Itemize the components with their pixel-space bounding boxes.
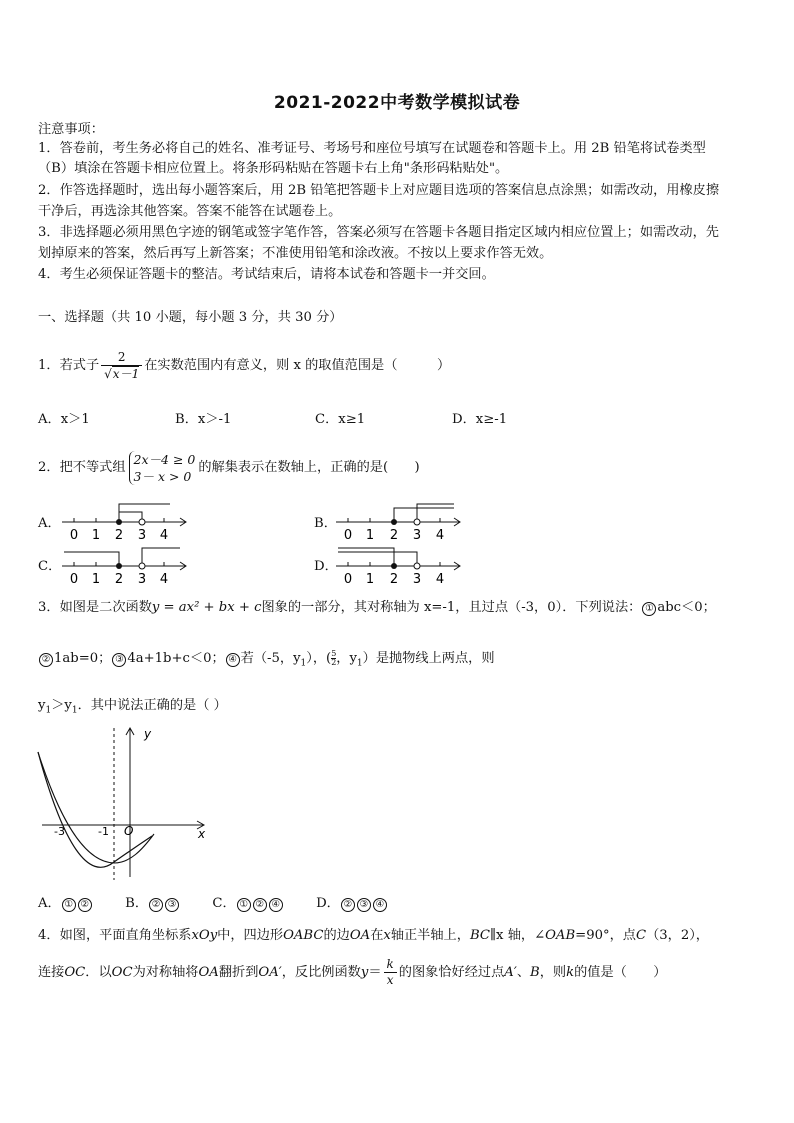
- circled-number: ①: [62, 898, 76, 912]
- inequality-1: 2x－4 ≥ 0: [133, 451, 196, 467]
- q3-text: y: [38, 698, 46, 713]
- q4-var: OC: [64, 965, 86, 980]
- sqrt-sign: √: [104, 366, 112, 381]
- origin-label: O: [124, 824, 134, 838]
- frac-num: k: [386, 957, 394, 971]
- notice-line: 2．作答选择题时，选出每小题答案后，用 2B 铅笔把答题卡上对应题目选项的答案信息点涂黑；如需改动，用橡皮擦: [38, 183, 720, 198]
- tick-label: 4: [159, 528, 169, 542]
- circled-number: ③: [357, 898, 371, 912]
- tick-label: 0: [69, 572, 79, 586]
- q4-text: 4．如图，平面直角坐标系: [38, 928, 192, 943]
- q4-var: A′: [504, 965, 517, 980]
- q3-option-a: A．: [38, 896, 61, 911]
- q4-text: 连接: [38, 965, 65, 980]
- tick-label: 1: [91, 572, 101, 586]
- tick-label: 1: [365, 572, 375, 586]
- tick-label: 0: [343, 528, 353, 542]
- circled-number: ②: [149, 898, 163, 912]
- parabola-graph: [34, 722, 214, 882]
- number-line-c: [60, 544, 190, 586]
- circled-number: ④: [373, 898, 387, 912]
- circled-number: ③: [165, 898, 179, 912]
- q4-text: 、: [516, 965, 531, 980]
- circled-number: ②: [78, 898, 92, 912]
- tick-label: 1: [365, 528, 375, 542]
- number-line-b: [334, 500, 464, 542]
- tick-label: 2: [114, 528, 124, 542]
- q4-var: x: [383, 928, 391, 943]
- tick-minus-3: -3: [54, 825, 65, 838]
- q2-option-c-label: C．: [38, 559, 62, 574]
- y-axis-label: y: [144, 727, 152, 741]
- tick-label: 4: [159, 572, 169, 586]
- question-3-line-1: [38, 598, 716, 618]
- q3-text: ，y: [336, 651, 357, 666]
- q4-text: ．以: [85, 965, 112, 980]
- q3-text: 若（-5，y: [240, 651, 301, 666]
- q4-var: xOy: [191, 928, 218, 943]
- tick-label: 3: [412, 572, 422, 586]
- q1-option-d: D．x≥-1: [452, 412, 508, 427]
- q3-text: ），(: [306, 651, 332, 666]
- q4-var: OAB: [545, 928, 576, 943]
- q4-text: 为对称轴将: [132, 965, 199, 980]
- q4-var: OC: [111, 965, 133, 980]
- q3-text: 图象的一部分，其对称轴为 x=-1，且过点（-3，0）．下列说法：: [261, 600, 642, 615]
- q3-text: 1ab=0；: [54, 651, 112, 666]
- q3-option-c: C．: [212, 896, 236, 911]
- circled-number: ①: [237, 898, 251, 912]
- tick-label: 2: [114, 572, 124, 586]
- circled-number: ③: [112, 653, 126, 667]
- q2-suffix: 的解集表示在数轴上，正确的是( ): [198, 460, 420, 475]
- q4-var: OA: [198, 965, 219, 980]
- q4-var: B: [530, 965, 540, 980]
- circled-number: ④: [226, 653, 240, 667]
- q3-option-b: B．: [125, 896, 149, 911]
- tick-label: 1: [91, 528, 101, 542]
- q4-text: 的边: [323, 928, 350, 943]
- q3-text: ．其中说法正确的是（ ）: [77, 698, 227, 713]
- q1-option-b: B．x＞-1: [175, 412, 232, 427]
- question-4-line-1: [38, 926, 709, 946]
- q2-option-b-label: B．: [314, 516, 337, 531]
- q4-var: k: [566, 965, 575, 980]
- tick-label: 2: [389, 572, 399, 586]
- q1-option-a: A．x＞1: [38, 412, 90, 427]
- subscript: 1: [45, 705, 52, 716]
- q4-text: 的值是（ ）: [574, 965, 667, 980]
- circled-number: ②: [253, 898, 267, 912]
- q4-var: BC: [469, 928, 490, 943]
- frac-den: x: [384, 972, 397, 988]
- circled-number: ②: [39, 653, 53, 667]
- q1-prefix: 1．若式子: [38, 358, 100, 373]
- question-1: [38, 346, 450, 386]
- subscript: 1: [300, 658, 307, 669]
- q4-var: OA: [349, 928, 371, 943]
- tick-label: 0: [69, 528, 79, 542]
- q4-text: 轴正半轴上，: [390, 928, 470, 943]
- tick-label: 0: [343, 572, 353, 586]
- q2-option-a-label: A．: [38, 516, 61, 531]
- tick-label: 4: [435, 572, 445, 586]
- question-4-line-2: [38, 955, 666, 991]
- x-axis-label: x: [198, 827, 206, 841]
- subscript: 1: [71, 705, 78, 716]
- notice-line: 4．考生必须保证答题卡的整洁。考试结束后，请将本试卷和答题卡一并交回。: [38, 267, 495, 282]
- q3-text: abc＜0；: [657, 600, 716, 615]
- circled-number: ④: [269, 898, 283, 912]
- q1-suffix: 在实数范围内有意义，则 x 的取值范围是（ ）: [144, 358, 451, 373]
- q3-text: 4a+1b+c＜0；: [127, 651, 225, 666]
- frac-den: 2: [331, 658, 337, 667]
- q4-text: ∥x 轴，∠: [489, 928, 546, 943]
- quadratic-function: y = ax² + bx + c: [151, 600, 262, 615]
- q4-text: ＝: [368, 965, 382, 980]
- q3-text: ）是抛物线上两点，则: [362, 651, 495, 666]
- circled-number: ②: [341, 898, 355, 912]
- page-title: 2021-2022中考数学模拟试卷: [273, 93, 521, 113]
- q1-numerator: 2: [117, 349, 126, 364]
- tick-label: 2: [389, 528, 399, 542]
- notice-line: 划掉原来的答案，然后再写上新答案；不准使用铅笔和涂改液。不按以上要求作答无效。: [38, 246, 553, 261]
- inequality-system: [129, 451, 196, 485]
- q4-text: ，则: [539, 965, 567, 980]
- q3-options: [38, 894, 388, 914]
- k-over-x-fraction: [384, 957, 397, 988]
- section-heading: 一、选择题（共 10 小题，每小题 3 分，共 30 分）: [38, 310, 343, 325]
- q4-text: 翻折到: [218, 965, 259, 980]
- notice-line: 3．非选择题必须用黑色字迹的钢笔或签字笔作答，答案必须写在答题卡各题目指定区域内相应位置上；如需改动，先: [38, 225, 719, 240]
- q2-prefix: 2．把不等式组: [38, 460, 126, 475]
- q4-var: OABC: [283, 928, 324, 943]
- frac-num: 5: [331, 649, 337, 658]
- subscript: 1: [356, 658, 363, 669]
- sqrt-content: x－1: [112, 366, 140, 381]
- notice-line: （B）填涂在答题卡相应位置上。将条形码粘贴在答题卡右上角"条形码粘贴处"。: [38, 161, 509, 176]
- number-line-a: [60, 500, 190, 542]
- tick-label: 3: [412, 528, 422, 542]
- q1-option-c: C．x≥1: [315, 412, 366, 427]
- q4-var: C: [635, 928, 647, 943]
- q4-text: 中，四边形: [217, 928, 284, 943]
- q3-text: ＞y: [51, 698, 72, 713]
- tick-label: 3: [137, 572, 147, 586]
- q4-text: 在: [370, 928, 384, 943]
- q4-text: 的图象恰好经过点: [398, 965, 505, 980]
- q4-text: =90°，点: [575, 928, 636, 943]
- q4-text: （3，2），: [646, 928, 709, 943]
- q3-option-d: D．: [316, 896, 340, 911]
- number-line-d: [334, 544, 464, 586]
- q4-var: y: [360, 965, 369, 980]
- q2-option-d-label: D．: [314, 559, 338, 574]
- tick-label: 4: [435, 528, 445, 542]
- question-3-line-2: [38, 649, 495, 674]
- q4-text: ，反比例函数: [281, 965, 361, 980]
- q3-text: 3．如图是二次函数: [38, 600, 152, 615]
- notice-line: 干净后，再选涂其他答案。答案不能答在试题卷上。: [38, 204, 342, 219]
- q1-fraction: [101, 350, 142, 382]
- q4-var: OA′: [258, 965, 282, 980]
- q1-denominator: [101, 365, 142, 382]
- notice-heading: 注意事项：: [38, 122, 104, 137]
- inequality-2: 3－ x > 0: [133, 468, 192, 484]
- tick-label: 3: [137, 528, 147, 542]
- tick-minus-1: -1: [98, 825, 109, 838]
- circled-number: ①: [642, 602, 656, 616]
- question-2: [38, 448, 420, 488]
- question-3-line-3: [38, 696, 227, 721]
- notice-line: 1．答卷前，考生务必将自己的姓名、准考证号、考场号和座位号填写在试题卷和答题卡上。用 2B 铅笔将试卷类型: [38, 141, 706, 156]
